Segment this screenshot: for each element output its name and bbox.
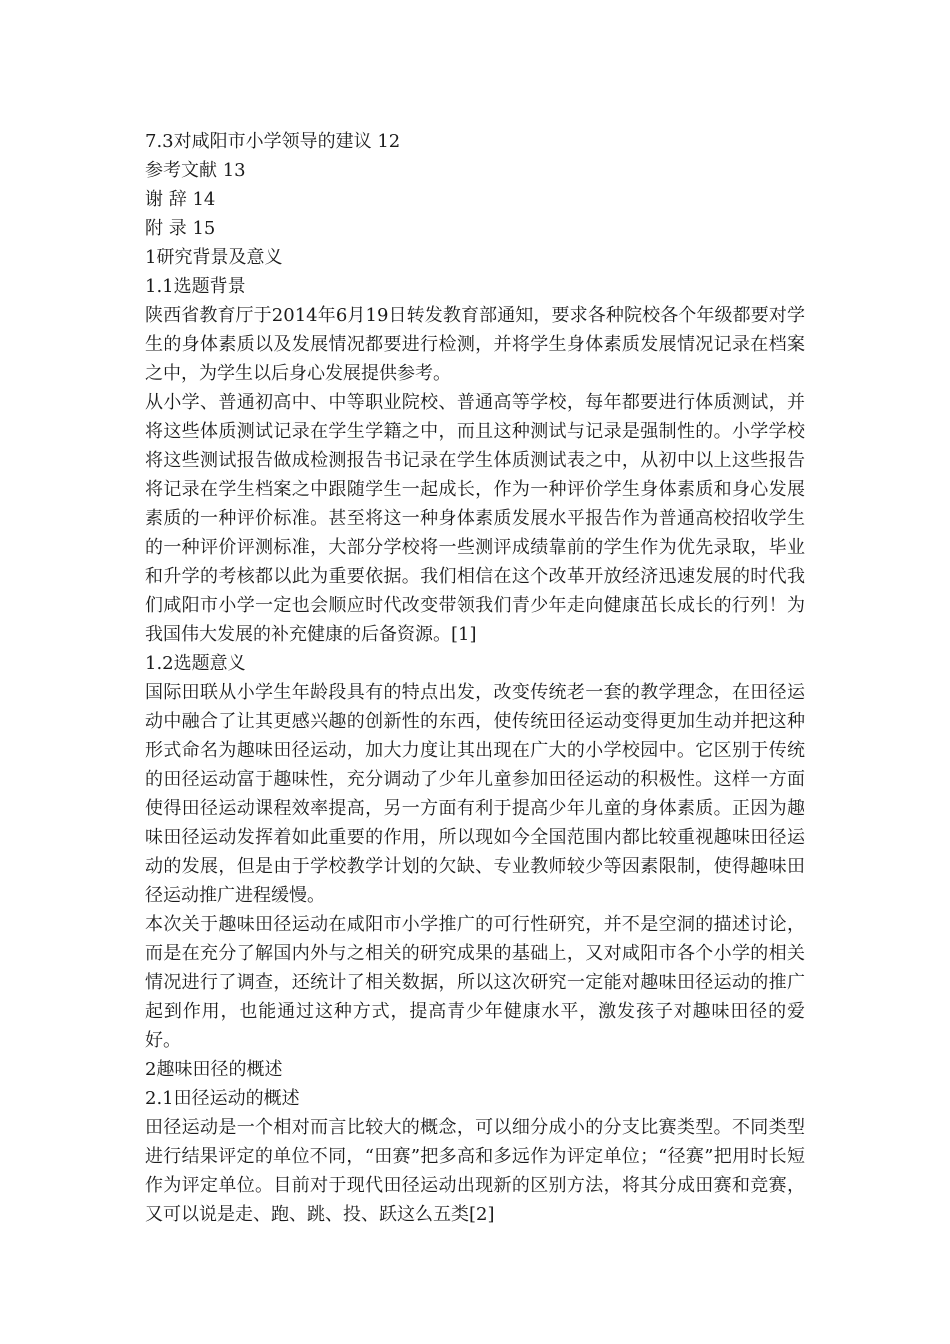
paragraph-background-2: 从小学、普通初高中、中等职业院校、普通高等学校，每年都要进行体质测试，并将这些体质测试记录在学生学籍之中，而且这种测试与记录是强制性的。小学学校将这些测试报告做成检测报告书记录在学生体质测试表之中，从初中以上这些报告将记录在学生档案之中跟随学生一起成长，作为一种评价学生身体素质和身心发展素质的一种评价标准。甚至将这一种身体素质发展水平报告作为普通高校招收学生的一种评价评测标准，大部分学校将一些测评成绩靠前的学生作为优先录取，毕业和升学的考核都以此为重要依据。我们相信在这个改革开放经济迅速发展的时代我们咸阳市小学一定也会顺应时代改变带领我们青少年走向健康茁长成长的行列！为我国伟大发展的补充健康的后备资源。[1] xyxy=(145,392,805,645)
section-heading-2-1: 2.1田径运动的概述 xyxy=(145,1088,300,1109)
toc-entry-appendix: 附 录 15 xyxy=(145,218,216,239)
document-page xyxy=(145,127,805,1229)
toc-entry-acknowledgements: 谢 辞 14 xyxy=(145,189,216,210)
paragraph-significance-2: 本次关于趣味田径运动在咸阳市小学推广的可行性研究，并不是空洞的描述讨论，而是在充分了解国内外与之相关的研究成果的基础上，又对咸阳市各个小学的相关情况进行了调查，还统计了相关数据，所以这次研究一定能对趣味田径运动的推广起到作用，也能通过这种方式，提高青少年健康水平，激发孩子对趣味田径的爱好。 xyxy=(145,914,805,1051)
section-heading-1-1: 1.1选题背景 xyxy=(145,276,246,297)
paragraph-significance-1: 国际田联从小学生年龄段具有的特点出发，改变传统老一套的教学理念，在田径运动中融合了让其更感兴趣的创新性的东西，使传统田径运动变得更加生动并把这种形式命名为趣味田径运动，加大力度让其出现在广大的小学校园中。它区别于传统的田径运动富于趣味性，充分调动了少年儿童参加田径运动的积极性。这样一方面使得田径运动课程效率提高，另一方面有利于提高少年儿童的身体素质。正因为趣味田径运动发挥着如此重要的作用，所以现如今全国范围内都比较重视趣味田径运动的发展，但是由于学校教学计划的欠缺、专业教师较少等因素限制，使得趣味田径运动推广进程缓慢。 xyxy=(145,682,805,906)
paragraph-background-1: 陕西省教育厅于2014年6月19日转发教育部通知，要求各种院校各个年级都要对学生的身体素质以及发展情况都要进行检测，并将学生身体素质发展情况记录在档案之中，为学生以后身心发展提供参考。 xyxy=(145,305,805,384)
section-heading-1-2: 1.2选题意义 xyxy=(145,653,246,674)
section-heading-2: 2趣味田径的概述 xyxy=(145,1059,283,1080)
section-heading-1: 1研究背景及意义 xyxy=(145,247,283,268)
paragraph-track-field-overview: 田径运动是一个相对而言比较大的概念，可以细分成小的分支比赛类型。不同类型进行结果评定的单位不同，“田赛”把多高和多远作为评定单位；“径赛”把用时长短作为评定单位。目前对于现代田径运动出现新的区别方法，将其分成田赛和竞赛，又可以说是走、跑、跳、投、跃这么五类[2] xyxy=(145,1117,805,1225)
toc-entry-suggestions: 7.3对咸阳市小学领导的建议 12 xyxy=(145,131,401,152)
toc-entry-references: 参考文献 13 xyxy=(145,160,246,181)
